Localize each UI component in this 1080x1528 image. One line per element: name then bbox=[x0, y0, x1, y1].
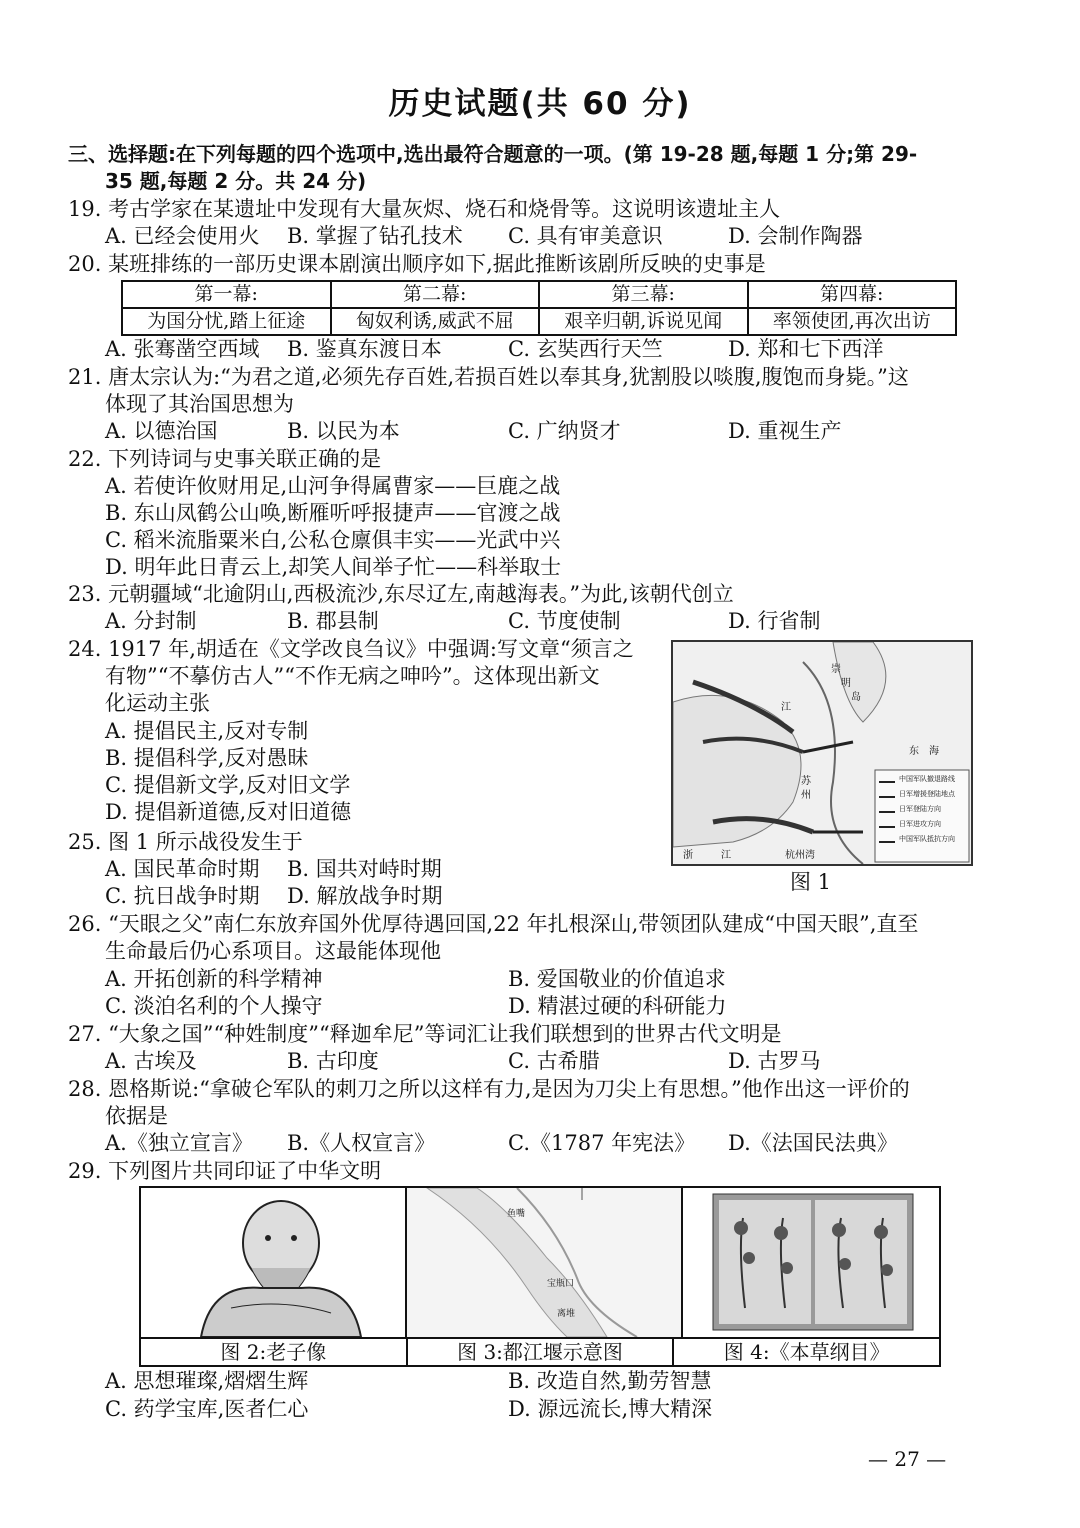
section-instructions-line2: 35 题,每题 2 分。共 24 分) bbox=[105, 169, 367, 193]
map-label: 州 bbox=[801, 790, 811, 801]
map-label: 江 bbox=[721, 850, 731, 861]
map-label: 浙 bbox=[683, 850, 693, 861]
figure-1-battle-map bbox=[671, 640, 973, 866]
act3-head: 第三幕: bbox=[539, 281, 748, 308]
q20-stem: 20. 某班排练的一部历史课本剧演出顺序如下,据此推断该剧所反映的史事是 bbox=[68, 252, 766, 276]
q19-stem: 19. 考古学家在某遗址中发现有大量灰烬、烧石和烧骨等。这说明该遗址主人 bbox=[68, 197, 781, 221]
q20-acts-table bbox=[121, 280, 957, 336]
q27-option-d: D. 古罗马 bbox=[728, 1049, 821, 1073]
legend-item: 日军进攻方向 bbox=[899, 820, 941, 828]
q21-option-a: A. 以德治国 bbox=[105, 419, 218, 443]
act1-body: 为国分忧,踏上征途 bbox=[122, 308, 331, 335]
figure-3-dujiangyan-map bbox=[407, 1188, 683, 1337]
map-label: 海 bbox=[929, 746, 939, 757]
act1-head: 第一幕: bbox=[122, 281, 331, 308]
legend-item: 日军登陆方向 bbox=[899, 805, 941, 813]
q24-stem-line3: 化运动主张 bbox=[105, 691, 210, 715]
q26-stem-line2: 生命最后仍心系项目。这最能体现他 bbox=[105, 939, 441, 963]
legend-item: 日军增援登陆地点 bbox=[899, 790, 955, 798]
q19-option-c: C. 具有审美意识 bbox=[508, 224, 663, 248]
q28-option-a: A.《独立宣言》 bbox=[105, 1131, 253, 1155]
act4-body: 率领使团,再次出访 bbox=[748, 308, 957, 335]
q23-option-d: D. 行省制 bbox=[728, 609, 821, 633]
figure-4-bencao-gangmu bbox=[683, 1188, 943, 1337]
map-label: 江 bbox=[781, 702, 791, 713]
q21-stem-line1: 21. 唐太宗认为:“为君之道,必须先存百姓,若损百姓以奉其身,犹割股以啖腹,腹饱而身毙。”这 bbox=[68, 365, 909, 389]
q24-option-d: D. 提倡新道德,反对旧道德 bbox=[105, 800, 352, 824]
q19-option-d: D. 会制作陶器 bbox=[728, 224, 863, 248]
act2-body: 匈奴利诱,威武不屈 bbox=[331, 308, 540, 335]
map-label: 苏 bbox=[801, 776, 811, 787]
q24-option-a: A. 提倡民主,反对专制 bbox=[105, 719, 309, 743]
q29-option-b: B. 改造自然,勤劳智慧 bbox=[508, 1369, 712, 1393]
q25-option-d: D. 解放战争时期 bbox=[287, 884, 443, 908]
map-label: 东 bbox=[909, 746, 919, 757]
q22-option-b: B. 东山凤鹤公山唤,断雁听呼报捷声——官渡之战 bbox=[105, 501, 561, 525]
map-label: 离堆 bbox=[557, 1309, 576, 1319]
q21-option-b: B. 以民为本 bbox=[287, 419, 400, 443]
q24-stem-line1: 24. 1917 年,胡适在《文学改良刍议》中强调:写文章“须言之 bbox=[68, 637, 634, 661]
battle-map-svg bbox=[673, 642, 971, 864]
q23-option-a: A. 分封制 bbox=[105, 609, 197, 633]
q20-option-a: A. 张骞凿空西域 bbox=[105, 337, 260, 361]
q25-stem: 25. 图 1 所示战役发生于 bbox=[68, 830, 303, 854]
figure-2-caption: 图 2:老子像 bbox=[141, 1339, 408, 1365]
q20-option-b: B. 鉴真东渡日本 bbox=[287, 337, 442, 361]
q27-option-b: B. 古印度 bbox=[287, 1049, 379, 1073]
q29-stem: 29. 下列图片共同印证了中华文明 bbox=[68, 1159, 382, 1183]
act4-head: 第四幕: bbox=[748, 281, 957, 308]
page-title: 历史试题(共 60 分) bbox=[388, 86, 692, 122]
legend-item: 中国军队抵抗方向 bbox=[899, 835, 955, 843]
figure-1-caption: 图 1 bbox=[790, 870, 832, 894]
q29-figures bbox=[139, 1186, 941, 1367]
q24-option-c: C. 提倡新文学,反对旧文学 bbox=[105, 773, 351, 797]
q22-option-d: D. 明年此日青云上,却笑人间举子忙——科举取士 bbox=[105, 555, 562, 579]
q28-option-b: B.《人权宣言》 bbox=[287, 1131, 436, 1155]
section-instructions-line1: 三、选择题:在下列每题的四个选项中,选出最符合题意的一项。(第 19-28 题,每题 1 分;第 29- bbox=[68, 142, 918, 166]
q29-option-c: C. 药学宝库,医者仁心 bbox=[105, 1397, 309, 1421]
q21-stem-line2: 体现了其治国思想为 bbox=[105, 392, 294, 416]
page-number: — 27 — bbox=[868, 1447, 947, 1471]
q25-option-a: A. 国民革命时期 bbox=[105, 857, 260, 881]
q27-option-a: A. 古埃及 bbox=[105, 1049, 197, 1073]
map-label: 岛 bbox=[851, 692, 861, 703]
q23-option-b: B. 郡县制 bbox=[287, 609, 379, 633]
q24-option-b: B. 提倡科学,反对愚昧 bbox=[105, 746, 309, 770]
q29-option-d: D. 源远流长,博大精深 bbox=[508, 1397, 713, 1421]
q20-option-d: D. 郑和七下西洋 bbox=[728, 337, 884, 361]
act3-body: 艰辛归朝,诉说见闻 bbox=[539, 308, 748, 335]
map-label: 杭州湾 bbox=[785, 850, 815, 861]
legend-item: 中国军队撤退路线 bbox=[899, 775, 955, 783]
q19-option-a: A. 已经会使用火 bbox=[105, 224, 260, 248]
dujiangyan-map-svg bbox=[407, 1188, 681, 1337]
q28-stem-line1: 28. 恩格斯说:“拿破仑军队的刺刀之所以这样有力,是因为刀尖上有思想。”他作出这一评价的 bbox=[68, 1077, 910, 1101]
q22-option-c: C. 稻米流脂粟米白,公私仓廪俱丰实——光武中兴 bbox=[105, 528, 561, 552]
q24-stem-line2: 有物”“不摹仿古人”“不作无病之呻吟”。这体现出新文 bbox=[105, 664, 600, 688]
q26-stem-line1: 26. “天眼之父”南仁东放弃国外优厚待遇回国,22 年扎根深山,带领团队建成“中国天眼”,直至 bbox=[68, 912, 919, 936]
figure-4-caption: 图 4:《本草纲目》 bbox=[723, 1340, 890, 1364]
q29-option-a: A. 思想璀璨,熠熠生辉 bbox=[105, 1369, 309, 1393]
q26-option-c: C. 淡泊名利的个人操守 bbox=[105, 994, 323, 1018]
map-label: 鱼嘴 bbox=[507, 1209, 526, 1219]
q28-stem-line2: 依据是 bbox=[105, 1104, 168, 1128]
figure-3-caption: 图 3:都江堰示意图 bbox=[408, 1339, 675, 1365]
map-label: 崇 bbox=[831, 664, 841, 675]
figure-2-laozi-portrait bbox=[141, 1188, 407, 1337]
q22-stem: 22. 下列诗词与史事关联正确的是 bbox=[68, 447, 382, 471]
q26-option-d: D. 精湛过硬的科研能力 bbox=[508, 994, 727, 1018]
q21-option-c: C. 广纳贤才 bbox=[508, 419, 621, 443]
bencao-gangmu-svg bbox=[683, 1188, 943, 1337]
q28-option-c: C.《1787 年宪法》 bbox=[508, 1131, 696, 1155]
q27-option-c: C. 古希腊 bbox=[508, 1049, 600, 1073]
q26-option-b: B. 爱国敬业的价值追求 bbox=[508, 967, 726, 991]
map-label: 宝瓶口 bbox=[547, 1279, 575, 1289]
q19-option-b: B. 掌握了钻孔技术 bbox=[287, 224, 463, 248]
q25-option-b: B. 国共对峙时期 bbox=[287, 857, 442, 881]
q21-option-d: D. 重视生产 bbox=[728, 419, 842, 443]
q27-stem: 27. “大象之国”“种姓制度”“释迦牟尼”等词汇让我们联想到的世界古代文明是 bbox=[68, 1022, 782, 1046]
q23-stem: 23. 元朝疆域“北逾阴山,西极流沙,东尽辽左,南越海表。”为此,该朝代创立 bbox=[68, 582, 734, 606]
act2-head: 第二幕: bbox=[331, 281, 540, 308]
laozi-portrait-svg bbox=[141, 1188, 405, 1337]
q26-option-a: A. 开拓创新的科学精神 bbox=[105, 967, 323, 991]
q22-option-a: A. 若使许攸财用足,山河争得属曹家——巨鹿之战 bbox=[105, 474, 561, 498]
map-label: 明 bbox=[841, 678, 851, 689]
q28-option-d: D.《法国民法典》 bbox=[728, 1131, 898, 1155]
q23-option-c: C. 节度使制 bbox=[508, 609, 621, 633]
q25-option-c: C. 抗日战争时期 bbox=[105, 884, 260, 908]
q20-option-c: C. 玄奘西行天竺 bbox=[508, 337, 663, 361]
